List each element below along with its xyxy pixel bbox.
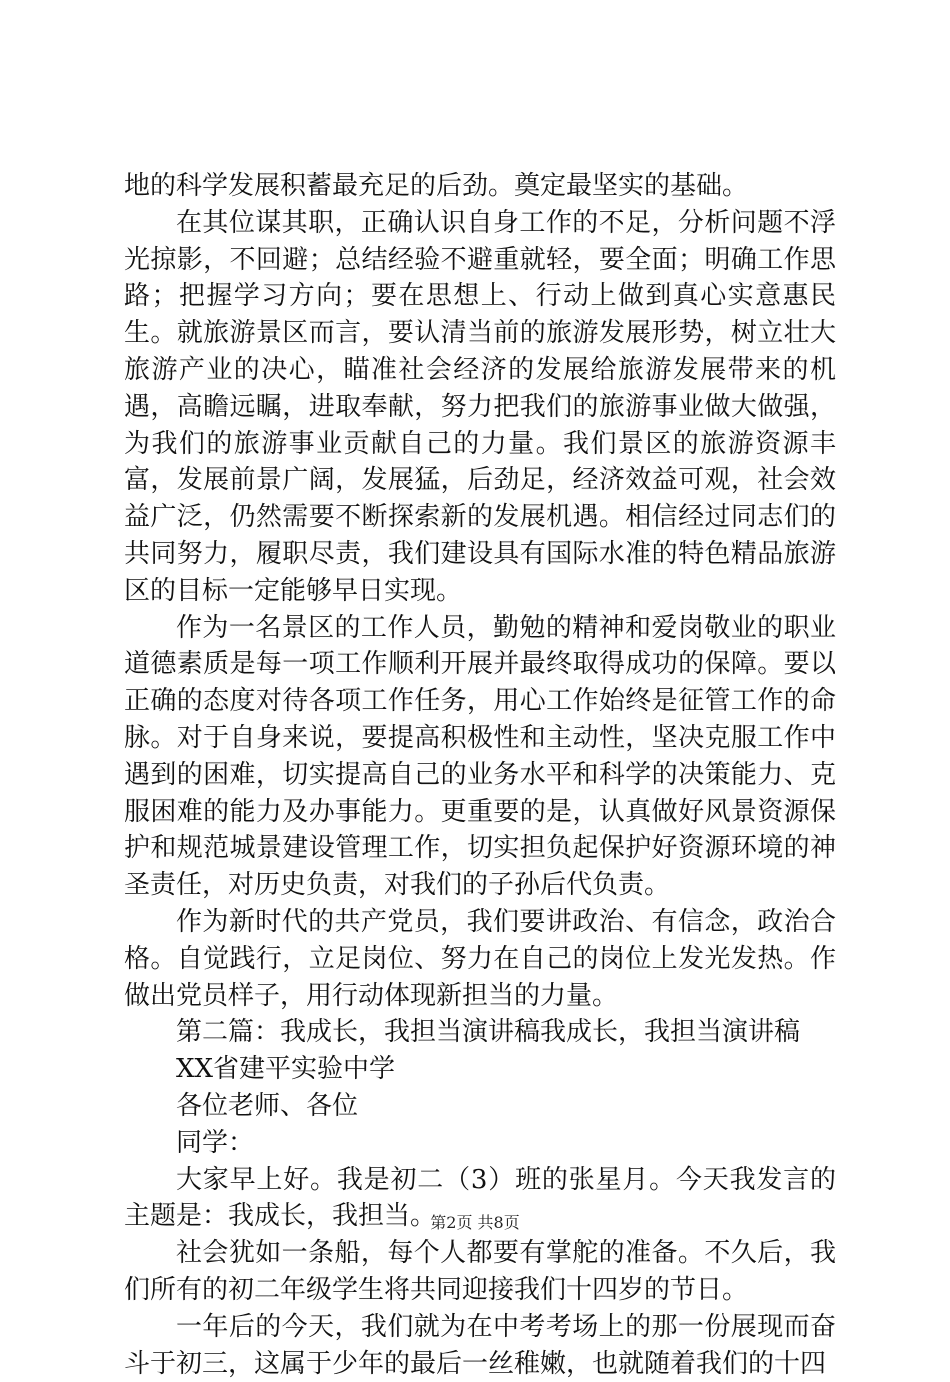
paragraph-11: 一年后的今天，我们就为在中考考场上的那一份展现而奋斗于初三，这属于少年的最后一丝稚嫩，也就随着我们的十四 <box>124 1311 836 1379</box>
paragraph-10: 社会犹如一条船，每个人都要有掌舵的准备。不久后，我们所有的初二年级学生将共同迎接我们十四岁的节日。 <box>124 1238 836 1305</box>
page-number-footer: 第2页 共8页 <box>430 1213 520 1232</box>
paragraph-3: 作为一名景区的工作人员，勤勉的精神和爱岗敬业的职业道德素质是每一项工作顺利开展并最终取得成功的保障。要以正确的态度对待各项工作任务，用心工作始终是征管工作的命脉。对于自身来说，要提高积极性和主动性，坚决克服工作中遇到的困难，切实提高自己的业务水平和科学的决策能力、克服困难的能力及办事能力。更重要的是，认真做好风景资源保护和规范城景建设管理工作，切实担负起保护好资源环境的神圣责任，对历史负责，对我们的子孙后代负责。 <box>124 612 836 901</box>
paragraph-4: 作为新时代的共产党员，我们要讲政治、有信念，政治合格。自觉践行，立足岗位、努力在自己的岗位上发光发热。作做出党员样子，用行动体现新担当的力量。 <box>124 906 836 1011</box>
school-name: XX省建平实验中学 <box>176 1054 396 1085</box>
salutation-line-2: 同学： <box>176 1127 255 1158</box>
paragraph-9: 大家早上好。我是初二（3）班的张星月。今天我发言的主题是：我成长，我担当。 <box>124 1164 836 1232</box>
paragraph-1: 地的科学发展积蓄最充足的后劲。奠定最坚实的基础。 <box>124 171 749 201</box>
section-heading: 第二篇：我成长，我担当演讲稿我成长，我担当演讲稿 <box>176 1017 801 1048</box>
paragraph-2: 在其位谋其职，正确认识自身工作的不足，分析问题不浮光掠影，不回避；总结经验不避重就轻，要全面；明确工作思路；把握学习方向；要在思想上、行动上做到真心实意惠民生。就旅游景区而言，要认清当前的旅游发展形势，树立壮大旅游产业的决心，瞄准社会经济的发展给旅游发展带来的机遇，高瞻远瞩，进取奉献，努力把我们的旅游事业做大做强，为我们的旅游事业贡献自己的力量。我们景区的旅游资源丰富，发展前景广阔，发展猛，后劲足，经济效益可观，社会效益广泛，仍然需要不断探索新的发展机遇。相信经过同志们的共同努力，履职尽责，我们建设具有国际水准的特色精品旅游区的目标一定能够早日实现。 <box>124 207 836 606</box>
salutation-line-1: 各位老师、各位 <box>176 1090 359 1121</box>
document-body <box>124 168 836 1382</box>
